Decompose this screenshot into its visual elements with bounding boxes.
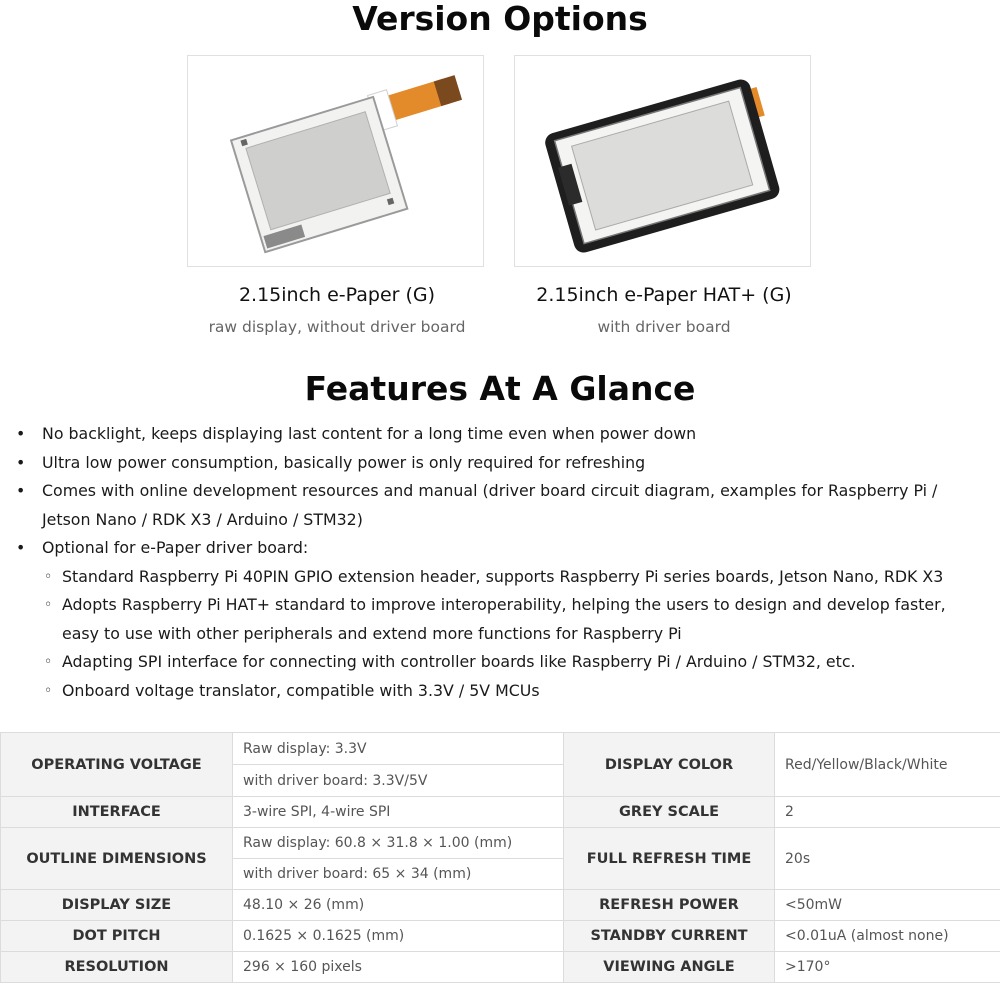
table-row <box>1 828 1000 859</box>
spec-label: REFRESH POWER <box>564 890 775 921</box>
table-row <box>1 797 1000 828</box>
spec-label: OPERATING VOLTAGE <box>1 733 233 797</box>
feature-item: • No backlight, keeps displaying last content for a long time even when power down <box>0 420 1000 449</box>
spec-label: RESOLUTION <box>1 952 233 983</box>
spec-label: GREY SCALE <box>564 797 775 828</box>
spec-label: INTERFACE <box>1 797 233 828</box>
epaper-hat-picture <box>515 56 810 266</box>
spec-value: with driver board: 65 × 34 (mm) <box>233 859 564 890</box>
spec-value: 20s <box>775 828 1000 890</box>
table-row <box>1 890 1000 921</box>
spec-label: DOT PITCH <box>1 921 233 952</box>
spec-label: VIEWING ANGLE <box>564 952 775 983</box>
spec-value: >170° <box>775 952 1000 983</box>
option-1-subtitle: raw display, without driver board <box>208 318 466 336</box>
feature-item: • Ultra low power consumption, basically power is only required for refreshing <box>0 449 1000 478</box>
spec-label: FULL REFRESH TIME <box>564 828 775 890</box>
spec-value: Raw display: 3.3V <box>233 733 564 765</box>
feature-subitem: ◦ Onboard voltage translator, compatible with 3.3V / 5V MCUs <box>0 677 1000 706</box>
spec-value: <0.01uA (almost none) <box>775 921 1000 952</box>
spec-value: <50mW <box>775 890 1000 921</box>
option-1-title: 2.15inch e-Paper (G) <box>238 284 436 306</box>
feature-subitem: ◦ Standard Raspberry Pi 40PIN GPIO extension header, supports Raspberry Pi series boards, Jetson Nano, RDK X3 <box>0 563 1000 592</box>
specifications-table <box>0 732 1000 983</box>
spec-label: OUTLINE DIMENSIONS <box>1 828 233 890</box>
spec-label: DISPLAY COLOR <box>564 733 775 797</box>
spec-value: Red/Yellow/Black/White <box>775 733 1000 797</box>
version-options-title: Version Options <box>352 0 648 38</box>
spec-value: 2 <box>775 797 1000 828</box>
option-2-title: 2.15inch e-Paper HAT+ (G) <box>536 284 792 306</box>
spec-value: Raw display: 60.8 × 31.8 × 1.00 (mm) <box>233 828 564 859</box>
epaper-raw-display-picture <box>188 56 483 266</box>
feature-item: • Optional for e-Paper driver board: <box>0 534 1000 563</box>
feature-subitem: ◦ Adapting SPI interface for connecting with controller boards like Raspberry Pi / Arduino / STM32, etc. <box>0 648 1000 677</box>
spec-value: with driver board: 3.3V/5V <box>233 765 564 797</box>
feature-subitem: ◦ Adopts Raspberry Pi HAT+ standard to improve interoperability, helping the users to design and develop faster, easy to use with other peripherals and extend more functions for Raspberry Pi <box>0 591 1000 648</box>
spec-value: 48.10 × 26 (mm) <box>233 890 564 921</box>
option-2-subtitle: with driver board <box>597 318 731 336</box>
hat-display-image <box>514 55 811 267</box>
spec-value: 0.1625 × 0.1625 (mm) <box>233 921 564 952</box>
spec-value: 296 × 160 pixels <box>233 952 564 983</box>
raw-display-image <box>187 55 484 267</box>
spec-label: STANDBY CURRENT <box>564 921 775 952</box>
features-title: Features At A Glance <box>304 369 696 408</box>
spec-label: DISPLAY SIZE <box>1 890 233 921</box>
feature-item: • Comes with online development resources and manual (driver board circuit diagram, examples for Raspberry Pi / Jetson Nano / RDK X3 / Arduino / STM32) <box>0 477 1000 534</box>
table-row <box>1 921 1000 952</box>
table-row <box>1 952 1000 983</box>
spec-value: 3-wire SPI, 4-wire SPI <box>233 797 564 828</box>
features-list <box>0 420 1000 705</box>
table-row <box>1 733 1000 765</box>
